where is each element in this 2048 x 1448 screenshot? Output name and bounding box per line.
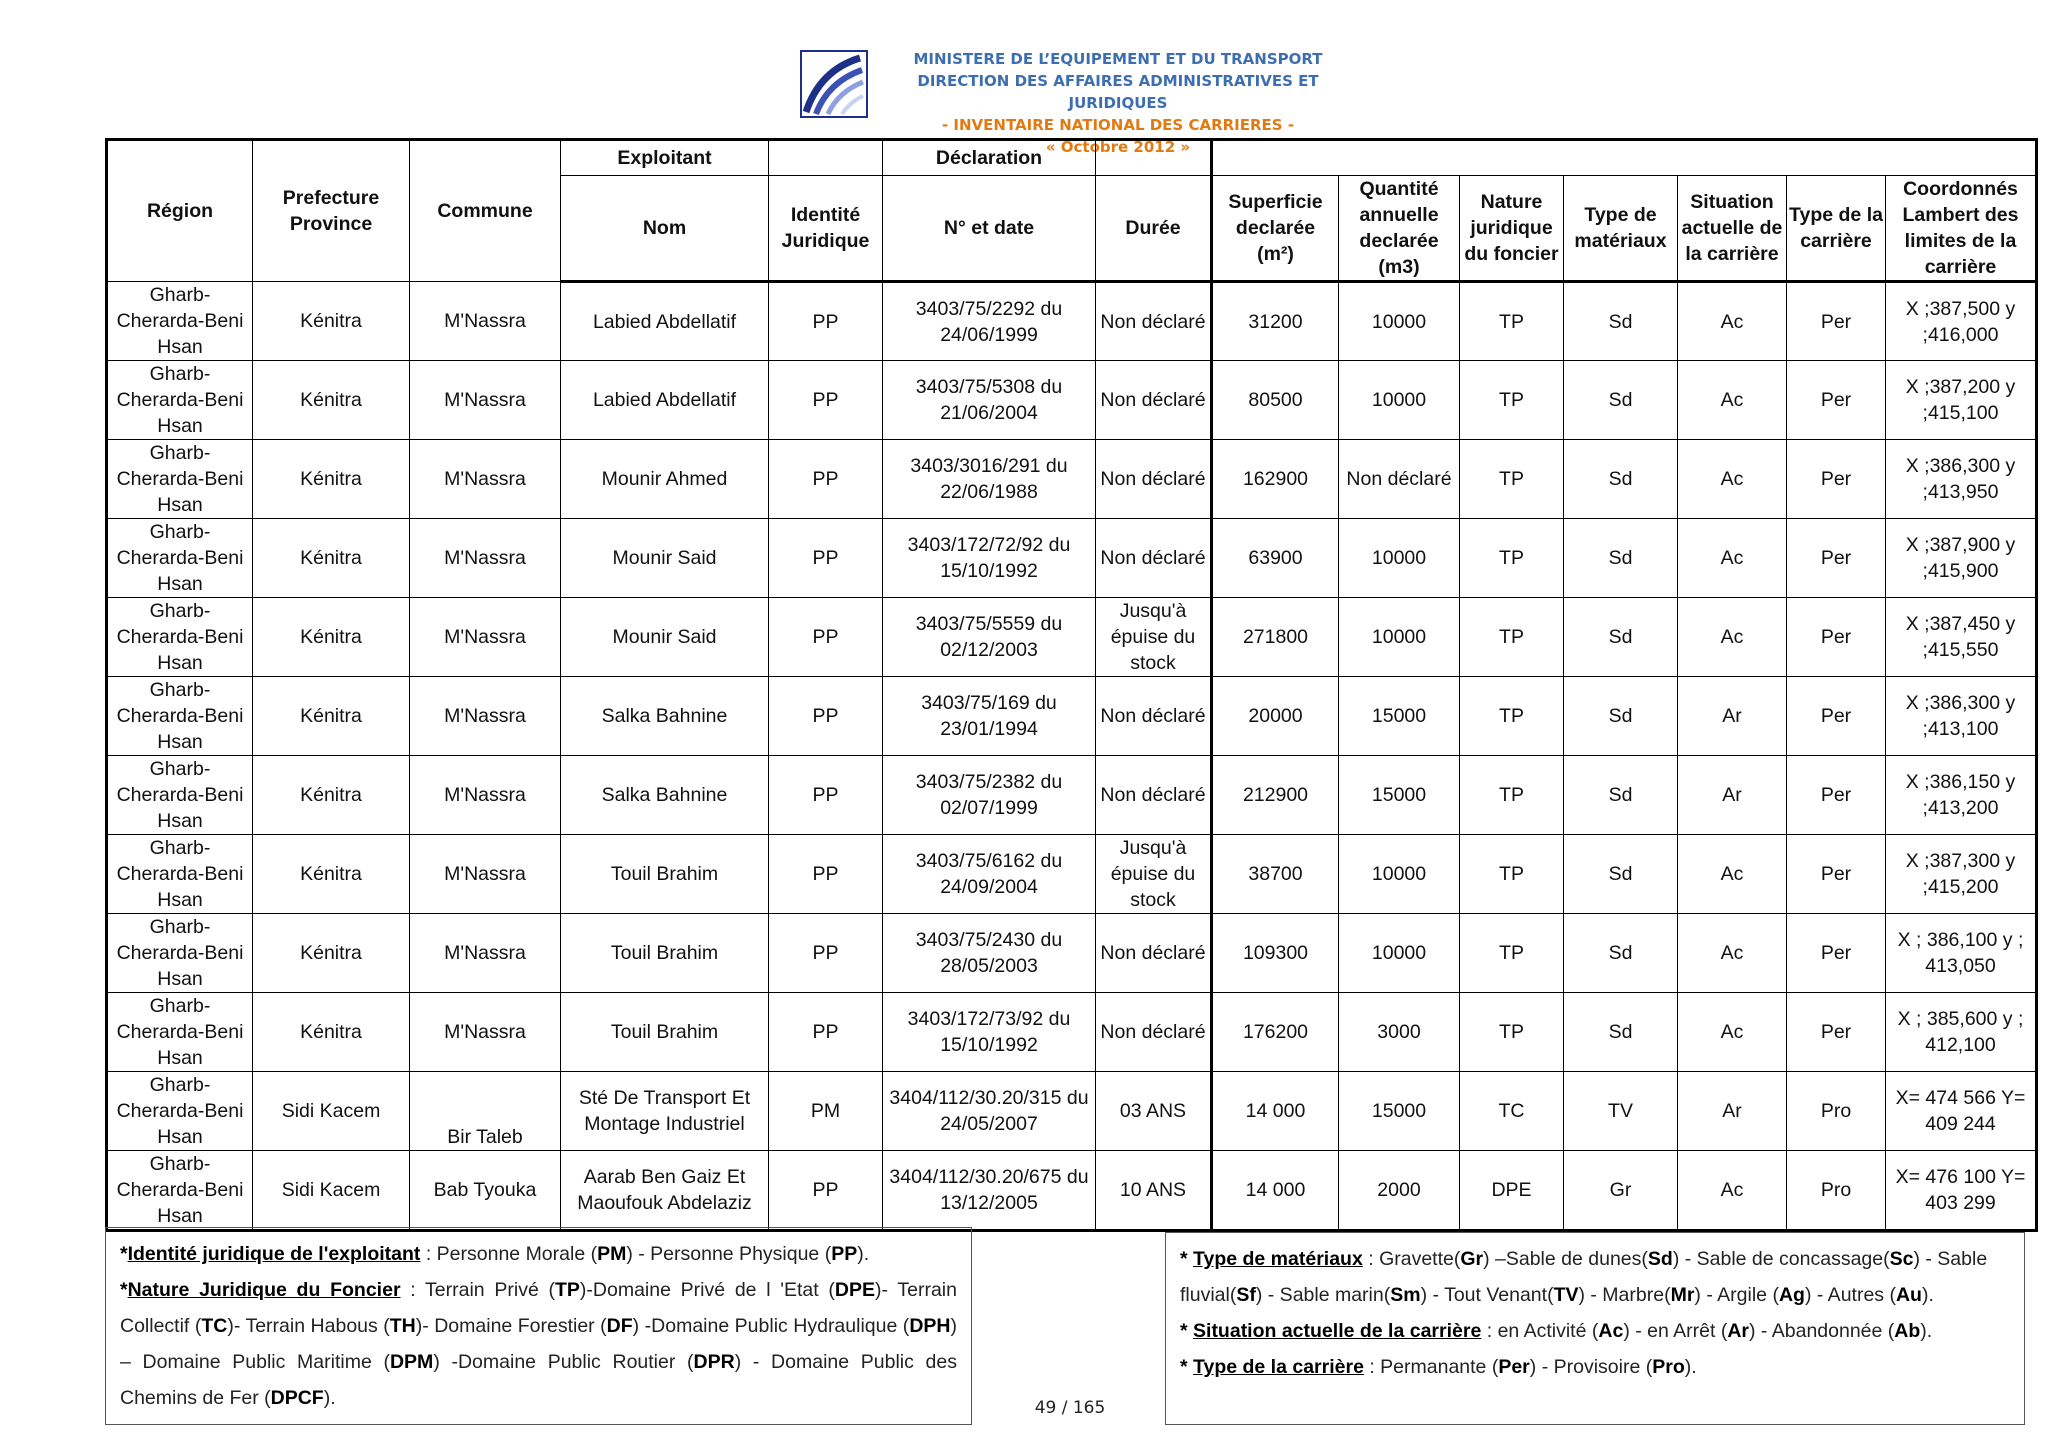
- cell-numero: 3403/75/5308 du 21/06/2004: [883, 361, 1096, 440]
- cell-type-carriere: Per: [1787, 598, 1886, 677]
- cell-type-materiaux: Sd: [1564, 677, 1678, 756]
- cell-commune: M'Nassra: [410, 677, 561, 756]
- legend-code: DPCF: [270, 1387, 324, 1409]
- cell-prefecture: Sidi Kacem: [253, 1151, 410, 1231]
- cell-type-carriere: Per: [1787, 677, 1886, 756]
- table-row: [107, 1072, 2037, 1151]
- cell-nom: Mounir Said: [561, 598, 769, 677]
- ministry-name: MINISTERE DE L’EQUIPEMENT ET DU TRANSPORT: [913, 50, 1323, 68]
- cell-superficie: 109300: [1212, 914, 1339, 993]
- cell-type-materiaux: Sd: [1564, 914, 1678, 993]
- legend-text: : Personne Morale (: [420, 1243, 598, 1265]
- cell-superficie: 162900: [1212, 440, 1339, 519]
- cell-nature: TP: [1460, 282, 1564, 361]
- cell-prefecture: Sidi Kacem: [253, 1072, 410, 1151]
- table-row: [107, 440, 2037, 519]
- inventory-title: - INVENTAIRE NATIONAL DES CARRIERES -: [941, 116, 1295, 134]
- cell-identite: PP: [769, 361, 883, 440]
- cell-superficie: 176200: [1212, 993, 1339, 1072]
- cell-type-materiaux: Sd: [1564, 993, 1678, 1072]
- cell-commune: M'Nassra: [410, 993, 561, 1072]
- cell-duree: Jusqu'à épuise du stock: [1096, 835, 1212, 914]
- cell-commune: M'Nassra: [410, 598, 561, 677]
- legend-text: *: [120, 1243, 128, 1265]
- cell-numero: 3403/75/2382 du 02/07/1999: [883, 756, 1096, 835]
- cell-quantite: 15000: [1339, 756, 1460, 835]
- legend-code: DPR: [693, 1351, 735, 1373]
- cell-type-materiaux: Sd: [1564, 282, 1678, 361]
- table-row: [107, 519, 2037, 598]
- cell-nature: TP: [1460, 519, 1564, 598]
- cell-type-materiaux: Sd: [1564, 835, 1678, 914]
- legend-code: Gr: [1460, 1248, 1484, 1270]
- cell-type-carriere: Pro: [1787, 1151, 1886, 1231]
- cell-numero: 3403/75/169 du 23/01/1994: [883, 677, 1096, 756]
- cell-coordonnees: X ;386,150 y ;413,200: [1886, 756, 2037, 835]
- cell-situation: Ac: [1678, 282, 1787, 361]
- cell-numero: 3403/3016/291 du 22/06/1988: [883, 440, 1096, 519]
- cell-situation: Ac: [1678, 519, 1787, 598]
- cell-commune: Bir Taleb: [410, 1072, 561, 1151]
- cell-nom: Mounir Said: [561, 519, 769, 598]
- cell-duree: Non déclaré: [1096, 914, 1212, 993]
- legend-text: )- Domaine Forestier (: [415, 1315, 607, 1337]
- cell-identite: PP: [769, 598, 883, 677]
- cell-numero: 3403/75/5559 du 02/12/2003: [883, 598, 1096, 677]
- legend-term: Identité juridique de l'exploitant: [127, 1243, 421, 1265]
- cell-quantite: 2000: [1339, 1151, 1460, 1231]
- col-coordonnees: Coordonnés Lambert des limites de la carrière: [1886, 176, 2037, 282]
- legend-text: ).: [1920, 1320, 1933, 1342]
- cell-commune: Bab Tyouka: [410, 1151, 561, 1231]
- legend-text: ) - Abandonnée (: [1749, 1320, 1895, 1342]
- legend-code: Sc: [1889, 1248, 1914, 1270]
- cell-commune: M'Nassra: [410, 361, 561, 440]
- cell-type-carriere: Per: [1787, 993, 1886, 1072]
- cell-nom: Touil Brahim: [561, 993, 769, 1072]
- cell-type-materiaux: Sd: [1564, 440, 1678, 519]
- cell-superficie: 14 000: [1212, 1072, 1339, 1151]
- group-spacer-1: [769, 140, 883, 176]
- legend-text: ) - Tout Venant(: [1420, 1284, 1554, 1306]
- cell-type-materiaux: Sd: [1564, 361, 1678, 440]
- legend-text: )- Terrain Collectif (: [120, 1279, 957, 1337]
- cell-nom: Sté De Transport Et Montage Industriel: [561, 1072, 769, 1151]
- legend-text: ) - Domaine Public des Chemins de Fer (: [120, 1351, 957, 1409]
- cell-quantite: Non déclaré: [1339, 440, 1460, 519]
- cell-region: Gharb-Cherarda-Beni Hsan: [107, 1072, 253, 1151]
- cell-identite: PP: [769, 1151, 883, 1231]
- cell-identite: PP: [769, 993, 883, 1072]
- cell-superficie: 38700: [1212, 835, 1339, 914]
- cell-nature: TP: [1460, 914, 1564, 993]
- col-quantite: Quantité annuelle declarée (m3): [1339, 176, 1460, 282]
- legend-code: Ar: [1727, 1320, 1750, 1342]
- col-commune: Commune: [410, 140, 561, 282]
- legend-text: *: [1180, 1356, 1194, 1378]
- table-row: [107, 993, 2037, 1072]
- legend-text: ).: [323, 1387, 336, 1409]
- cell-region: Gharb-Cherarda-Beni Hsan: [107, 361, 253, 440]
- cell-quantite: 15000: [1339, 1072, 1460, 1151]
- cell-nature: DPE: [1460, 1151, 1564, 1231]
- col-type-carriere: Type de la carrière: [1787, 176, 1886, 282]
- cell-type-carriere: Per: [1787, 835, 1886, 914]
- cell-coordonnees: X ; 386,100 y ; 413,050: [1886, 914, 2037, 993]
- cell-coordonnees: X ;387,900 y ;415,900: [1886, 519, 2037, 598]
- cell-quantite: 15000: [1339, 677, 1460, 756]
- cell-prefecture: Kénitra: [253, 835, 410, 914]
- cell-commune: M'Nassra: [410, 914, 561, 993]
- cell-numero: 3403/75/2430 du 28/05/2003: [883, 914, 1096, 993]
- legend-right: [1165, 1232, 2025, 1425]
- legend-text: ) - en Arrêt (: [1623, 1320, 1728, 1342]
- legend-code: PP: [831, 1243, 858, 1265]
- cell-region: Gharb-Cherarda-Beni Hsan: [107, 993, 253, 1072]
- cell-superficie: 212900: [1212, 756, 1339, 835]
- cell-coordonnees: X ;387,450 y ;415,550: [1886, 598, 2037, 677]
- cell-commune: M'Nassra: [410, 835, 561, 914]
- cell-nom: Touil Brahim: [561, 835, 769, 914]
- legend-text: ) – Domaine Public Maritime (: [120, 1315, 957, 1373]
- cell-duree: Non déclaré: [1096, 440, 1212, 519]
- legend-code: Au: [1895, 1284, 1922, 1306]
- legend-code: TH: [389, 1315, 416, 1337]
- legend-text: ) - Argile (: [1694, 1284, 1779, 1306]
- legend-code: Mr: [1670, 1284, 1695, 1306]
- cell-nom: Labied Abdellatif: [561, 282, 769, 361]
- legend-code: Per: [1498, 1356, 1530, 1378]
- cell-nature: TP: [1460, 756, 1564, 835]
- col-duree: Durée: [1096, 176, 1212, 282]
- cell-numero: 3403/75/2292 du 24/06/1999: [883, 282, 1096, 361]
- cell-region: Gharb-Cherarda-Beni Hsan: [107, 598, 253, 677]
- cell-type-carriere: Pro: [1787, 1072, 1886, 1151]
- cell-duree: Non déclaré: [1096, 993, 1212, 1072]
- legend-code: Sd: [1647, 1248, 1673, 1270]
- legend-text: ) - Sable marin(: [1255, 1284, 1391, 1306]
- legend-code: TV: [1553, 1284, 1579, 1306]
- legend-code: Sm: [1390, 1284, 1421, 1306]
- cell-type-carriere: Per: [1787, 440, 1886, 519]
- legend-text: ) - Autres (: [1804, 1284, 1896, 1306]
- col-superficie: Superficie declarée (m²): [1212, 176, 1339, 282]
- cell-nature: TP: [1460, 440, 1564, 519]
- col-nom: Nom: [561, 176, 769, 282]
- legend-text: : Terrain Privé (: [400, 1279, 555, 1301]
- cell-superficie: 20000: [1212, 677, 1339, 756]
- legend-term: Nature Juridique du Foncier: [127, 1279, 401, 1301]
- cell-coordonnees: X ;386,300 y ;413,950: [1886, 440, 2037, 519]
- cell-type-materiaux: Sd: [1564, 756, 1678, 835]
- col-region: Région: [107, 140, 253, 282]
- table-row: [107, 598, 2037, 677]
- cell-situation: Ac: [1678, 835, 1787, 914]
- cell-nature: TP: [1460, 835, 1564, 914]
- legend-text: )- Terrain Habous (: [227, 1315, 390, 1337]
- cell-coordonnees: X= 474 566 Y= 409 244: [1886, 1072, 2037, 1151]
- cell-prefecture: Kénitra: [253, 993, 410, 1072]
- group-declaration: Déclaration: [883, 140, 1096, 176]
- cell-type-materiaux: Sd: [1564, 519, 1678, 598]
- cell-quantite: 10000: [1339, 361, 1460, 440]
- table-row: [107, 677, 2037, 756]
- cell-duree: Jusqu'à épuise du stock: [1096, 598, 1212, 677]
- cell-numero: 3404/112/30.20/675 du 13/12/2005: [883, 1151, 1096, 1231]
- legend-code: TP: [555, 1279, 580, 1301]
- group-exploitant: Exploitant: [561, 140, 769, 176]
- cell-region: Gharb-Cherarda-Beni Hsan: [107, 519, 253, 598]
- cell-prefecture: Kénitra: [253, 914, 410, 993]
- legend-code: Sf: [1236, 1284, 1256, 1306]
- cell-prefecture: Kénitra: [253, 756, 410, 835]
- cell-duree: Non déclaré: [1096, 519, 1212, 598]
- cell-identite: PP: [769, 282, 883, 361]
- cell-prefecture: Kénitra: [253, 282, 410, 361]
- cell-nature: TP: [1460, 677, 1564, 756]
- col-numero: N° et date: [883, 176, 1096, 282]
- legend-code: Ag: [1778, 1284, 1805, 1306]
- cell-type-carriere: Per: [1787, 361, 1886, 440]
- cell-region: Gharb-Cherarda-Beni Hsan: [107, 835, 253, 914]
- table-row: [107, 1151, 2037, 1231]
- cell-nature: TP: [1460, 361, 1564, 440]
- table-row: [107, 361, 2037, 440]
- cell-superficie: 271800: [1212, 598, 1339, 677]
- cell-prefecture: Kénitra: [253, 440, 410, 519]
- cell-numero: 3404/112/30.20/315 du 24/05/2007: [883, 1072, 1096, 1151]
- legend-nature: [120, 1272, 957, 1416]
- cell-situation: Ac: [1678, 914, 1787, 993]
- cell-duree: 10 ANS: [1096, 1151, 1212, 1231]
- col-situation: Situation actuelle de la carrière: [1678, 176, 1787, 282]
- page-header: [800, 48, 1360, 156]
- cell-region: Gharb-Cherarda-Beni Hsan: [107, 914, 253, 993]
- cell-nom: Mounir Ahmed: [561, 440, 769, 519]
- legend-text: : Gravette(: [1362, 1248, 1461, 1270]
- cell-commune: M'Nassra: [410, 440, 561, 519]
- cell-region: Gharb-Cherarda-Beni Hsan: [107, 756, 253, 835]
- legend-code: TC: [201, 1315, 228, 1337]
- legend-text: ) -Domaine Public Routier (: [433, 1351, 694, 1373]
- cell-nom: Labied Abdellatif: [561, 361, 769, 440]
- table-row: [107, 756, 2037, 835]
- cell-situation: Ar: [1678, 756, 1787, 835]
- legend-text: ) - Provisoire (: [1529, 1356, 1653, 1378]
- cell-type-materiaux: TV: [1564, 1072, 1678, 1151]
- cell-region: Gharb-Cherarda-Beni Hsan: [107, 440, 253, 519]
- cell-nom: Salka Bahnine: [561, 756, 769, 835]
- cell-commune: M'Nassra: [410, 756, 561, 835]
- cell-nature: TC: [1460, 1072, 1564, 1151]
- cell-prefecture: Kénitra: [253, 598, 410, 677]
- cell-superficie: 14 000: [1212, 1151, 1339, 1231]
- legend-term: Type de matériaux: [1193, 1248, 1363, 1270]
- cell-type-materiaux: Gr: [1564, 1151, 1678, 1231]
- legend-text: )-Domaine Privé de l 'Etat (: [579, 1279, 835, 1301]
- quarry-inventory-table: [105, 138, 2038, 1232]
- cell-identite: PP: [769, 677, 883, 756]
- legend-text: ) - Personne Physique (: [626, 1243, 832, 1265]
- legend-text: ) –Sable de dunes(: [1483, 1248, 1648, 1270]
- cell-coordonnees: X ;387,200 y ;415,100: [1886, 361, 2037, 440]
- legend-identite: [120, 1236, 957, 1272]
- legend-text: ).: [857, 1243, 870, 1265]
- legend-text: ).: [1684, 1356, 1697, 1378]
- cell-commune: M'Nassra: [410, 282, 561, 361]
- group-spacer-3: [1212, 140, 2037, 176]
- cell-nom: Aarab Ben Gaiz Et Maoufouk Abdelaziz: [561, 1151, 769, 1231]
- table-row: [107, 835, 2037, 914]
- legend-text: : en Activité (: [1481, 1320, 1599, 1342]
- legend-code: DPE: [834, 1279, 876, 1301]
- cell-situation: Ac: [1678, 440, 1787, 519]
- page-number: 49 / 165: [1034, 1398, 1106, 1418]
- cell-duree: Non déclaré: [1096, 677, 1212, 756]
- cell-situation: Ac: [1678, 993, 1787, 1072]
- legend-materiaux: [1180, 1241, 2010, 1313]
- inventory-date: « Octobre 2012 »: [1045, 138, 1191, 156]
- cell-identite: PP: [769, 835, 883, 914]
- cell-situation: Ac: [1678, 598, 1787, 677]
- legend-term: Situation actuelle de la carrière: [1193, 1320, 1482, 1342]
- cell-identite: PP: [769, 519, 883, 598]
- direction-name: DIRECTION DES AFFAIRES ADMINISTRATIVES ET JURIDIQUES: [917, 72, 1319, 112]
- cell-situation: Ar: [1678, 1072, 1787, 1151]
- cell-duree: Non déclaré: [1096, 756, 1212, 835]
- cell-region: Gharb-Cherarda-Beni Hsan: [107, 282, 253, 361]
- legend-code: PM: [597, 1243, 627, 1265]
- cell-identite: PP: [769, 756, 883, 835]
- cell-coordonnees: X ; 385,600 y ; 412,100: [1886, 993, 2037, 1072]
- legend-code: DPM: [389, 1351, 434, 1373]
- legend-text: ) - Sable fluvial(: [1180, 1248, 1988, 1306]
- col-identite: Identité Juridique: [769, 176, 883, 282]
- cell-nature: TP: [1460, 598, 1564, 677]
- legend-code: Ac: [1598, 1320, 1624, 1342]
- cell-type-carriere: Per: [1787, 756, 1886, 835]
- col-type-materiaux: Type de matériaux: [1564, 176, 1678, 282]
- cell-coordonnees: X ;387,500 y ;416,000: [1886, 282, 2037, 361]
- ministry-logo: [800, 50, 868, 118]
- cell-duree: 03 ANS: [1096, 1072, 1212, 1151]
- group-spacer-2: [1096, 140, 1212, 176]
- cell-situation: Ar: [1678, 677, 1787, 756]
- cell-region: Gharb-Cherarda-Beni Hsan: [107, 1151, 253, 1231]
- cell-quantite: 10000: [1339, 914, 1460, 993]
- cell-prefecture: Kénitra: [253, 677, 410, 756]
- cell-identite: PP: [769, 914, 883, 993]
- legend-term: Type de la carrière: [1193, 1356, 1364, 1378]
- legend-situation: [1180, 1313, 2010, 1349]
- legend-left: [105, 1227, 972, 1425]
- legend-text: *: [1180, 1248, 1194, 1270]
- cell-type-carriere: Per: [1787, 914, 1886, 993]
- cell-coordonnees: X ;386,300 y ;413,100: [1886, 677, 2037, 756]
- cell-numero: 3403/75/6162 du 24/09/2004: [883, 835, 1096, 914]
- table-row: [107, 282, 2037, 361]
- legend-code: DF: [606, 1315, 633, 1337]
- cell-duree: Non déclaré: [1096, 361, 1212, 440]
- legend-text: ) - Sable de concassage(: [1672, 1248, 1890, 1270]
- cell-numero: 3403/172/73/92 du 15/10/1992: [883, 993, 1096, 1072]
- cell-superficie: 63900: [1212, 519, 1339, 598]
- table-row: [107, 914, 2037, 993]
- cell-numero: 3403/172/72/92 du 15/10/1992: [883, 519, 1096, 598]
- col-nature: Nature juridique du foncier: [1460, 176, 1564, 282]
- cell-identite: PP: [769, 440, 883, 519]
- cell-quantite: 10000: [1339, 835, 1460, 914]
- cell-type-carriere: Per: [1787, 519, 1886, 598]
- legend-type-carriere: [1180, 1349, 2010, 1385]
- cell-quantite: 3000: [1339, 993, 1460, 1072]
- cell-situation: Ac: [1678, 361, 1787, 440]
- cell-superficie: 80500: [1212, 361, 1339, 440]
- cell-type-materiaux: Sd: [1564, 598, 1678, 677]
- cell-prefecture: Kénitra: [253, 361, 410, 440]
- legend-text: ) - Marbre(: [1578, 1284, 1671, 1306]
- cell-type-carriere: Per: [1787, 282, 1886, 361]
- cell-quantite: 10000: [1339, 598, 1460, 677]
- cell-commune: M'Nassra: [410, 519, 561, 598]
- cell-situation: Ac: [1678, 1151, 1787, 1231]
- legend-text: *: [1180, 1320, 1194, 1342]
- cell-coordonnees: X= 476 100 Y= 403 299: [1886, 1151, 2037, 1231]
- cell-nom: Touil Brahim: [561, 914, 769, 993]
- legend-text: ) -Domaine Public Hydraulique (: [632, 1315, 910, 1337]
- cell-region: Gharb-Cherarda-Beni Hsan: [107, 677, 253, 756]
- legend-code: DPH: [909, 1315, 951, 1337]
- legend-text: : Permanante (: [1363, 1356, 1499, 1378]
- legend-text: ).: [1921, 1284, 1934, 1306]
- table-body: [107, 282, 2037, 1231]
- cell-prefecture: Kénitra: [253, 519, 410, 598]
- cell-nature: TP: [1460, 993, 1564, 1072]
- col-prefecture: Prefecture Province: [253, 140, 410, 282]
- legend-code: Pro: [1652, 1356, 1685, 1378]
- cell-coordonnees: X ;387,300 y ;415,200: [1886, 835, 2037, 914]
- cell-quantite: 10000: [1339, 519, 1460, 598]
- cell-identite: PM: [769, 1072, 883, 1151]
- cell-nom: Salka Bahnine: [561, 677, 769, 756]
- legend-text: *: [120, 1279, 128, 1301]
- cell-duree: Non déclaré: [1096, 282, 1212, 361]
- cell-superficie: 31200: [1212, 282, 1339, 361]
- legend-code: Ab: [1894, 1320, 1921, 1342]
- cell-quantite: 10000: [1339, 282, 1460, 361]
